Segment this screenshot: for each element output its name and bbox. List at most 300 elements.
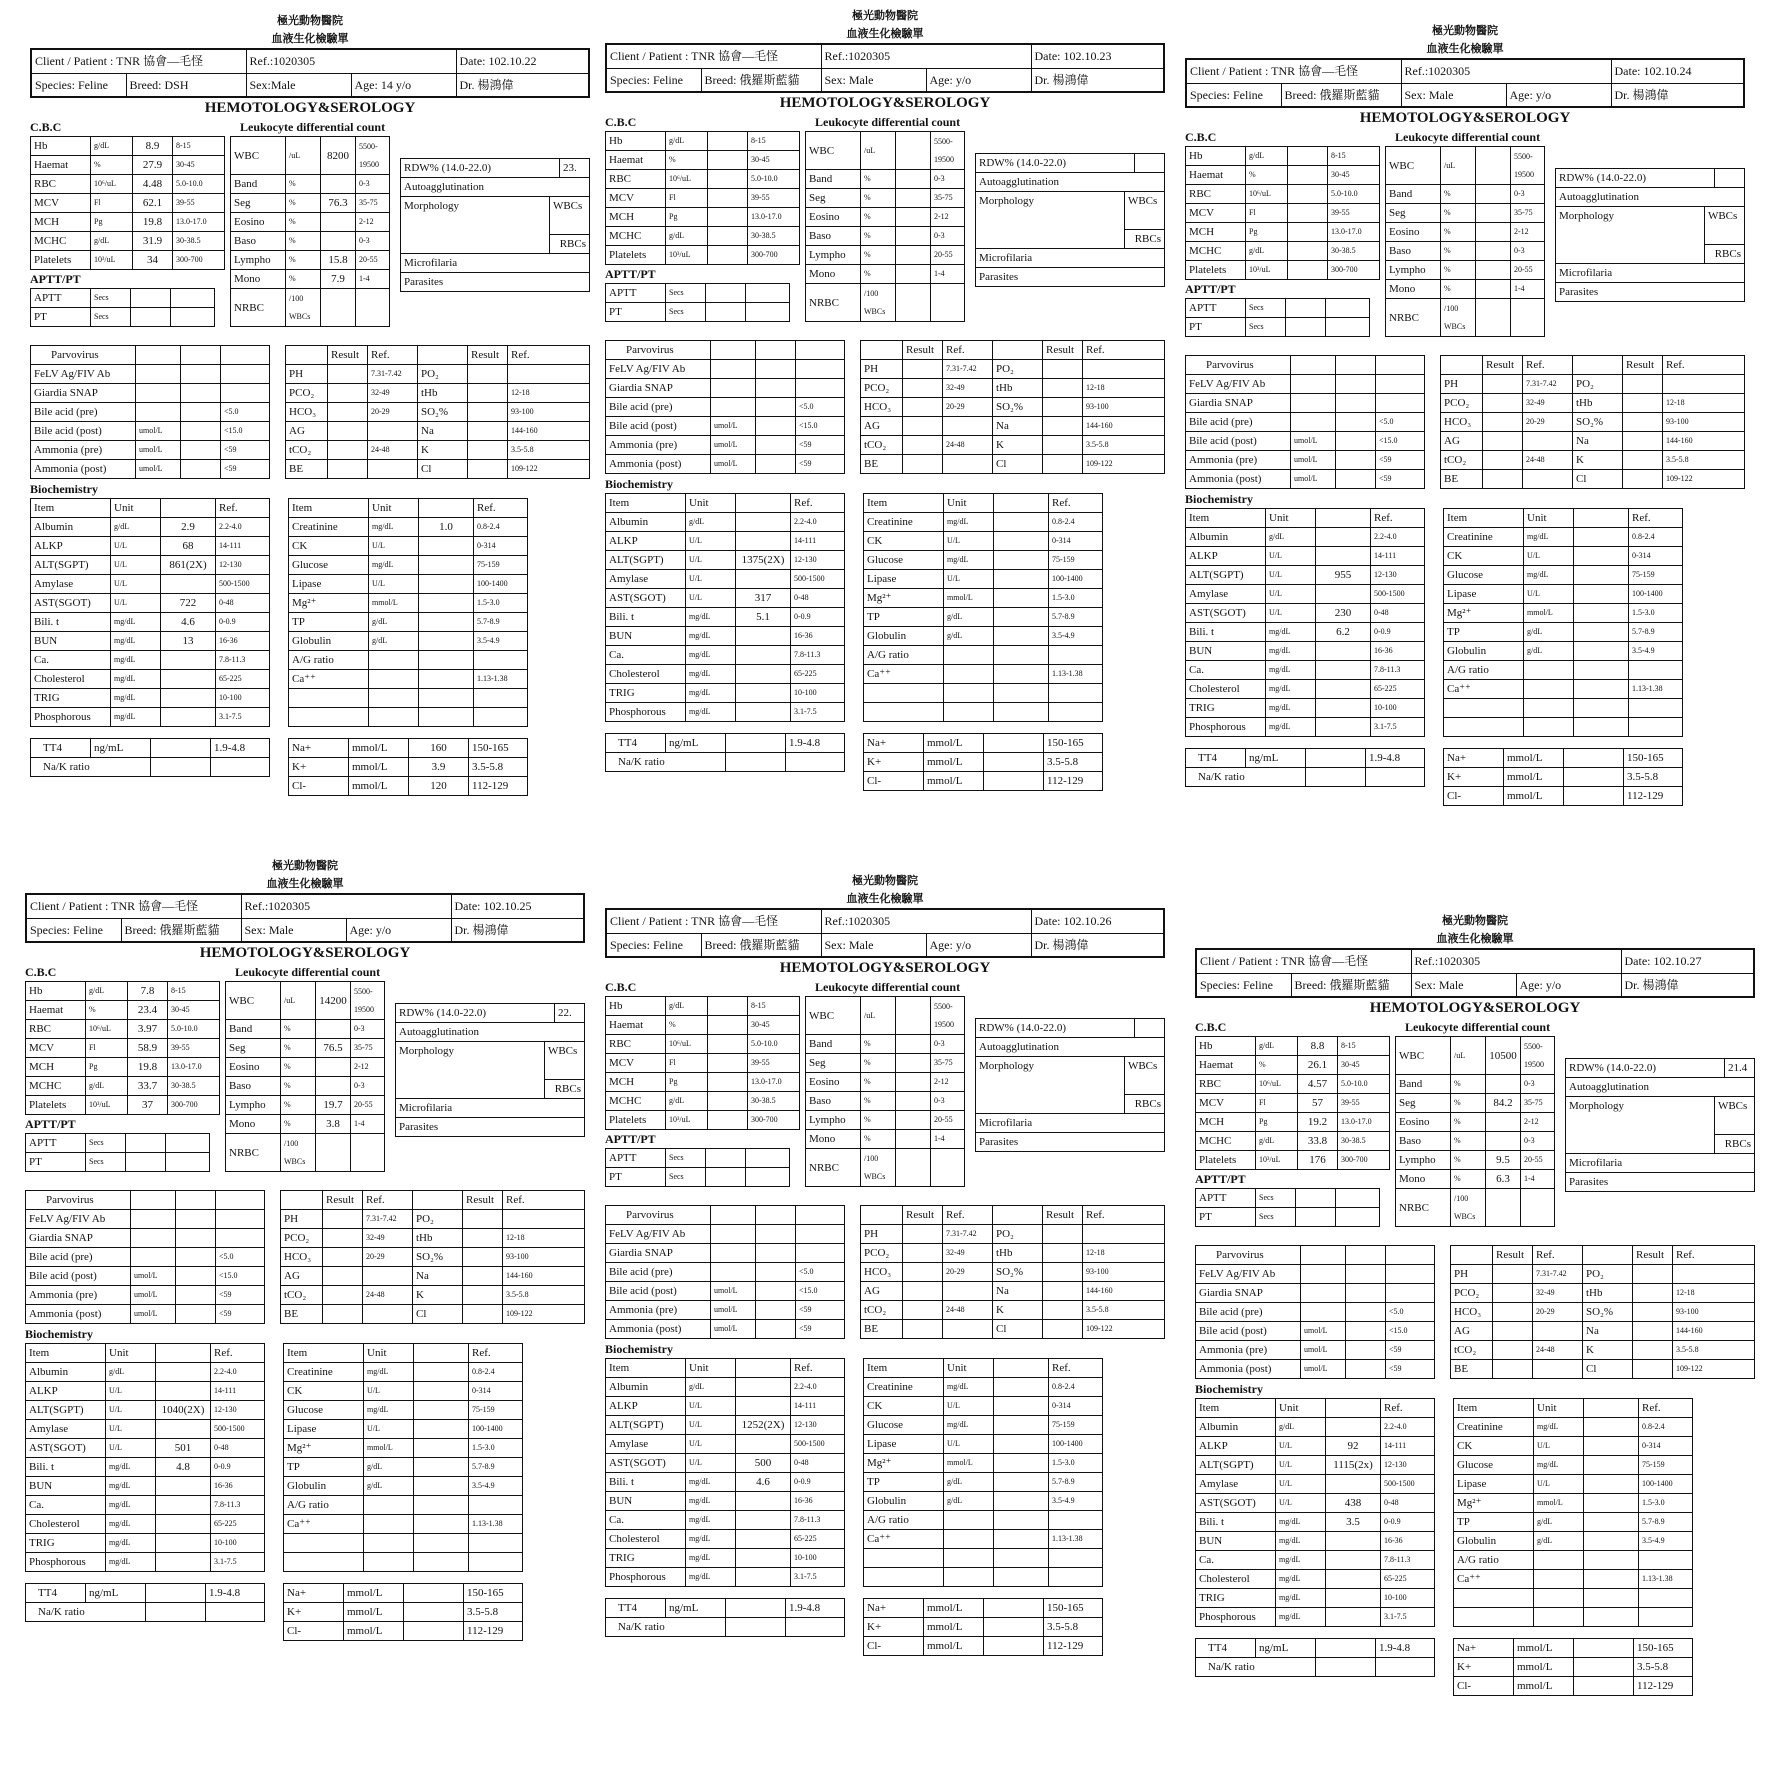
bio-unit: g/dL bbox=[944, 1492, 994, 1511]
bio-value bbox=[1574, 661, 1629, 680]
electrolyte-name: K+ bbox=[864, 1618, 924, 1637]
table-row bbox=[26, 982, 220, 1001]
bio-value bbox=[419, 632, 474, 651]
serology-name: FeLV Ag/FIV Ab bbox=[606, 360, 711, 379]
serology-unit: umol/L bbox=[1301, 1322, 1346, 1341]
wbc-value: 76.3 bbox=[321, 194, 356, 213]
bio-value: 68 bbox=[161, 537, 216, 556]
bio-unit: mg/dL bbox=[1276, 1608, 1326, 1627]
table-row bbox=[606, 1435, 845, 1454]
gas-value bbox=[463, 1210, 503, 1229]
table-row bbox=[26, 1439, 265, 1458]
wbc-value: 84.2 bbox=[1486, 1094, 1521, 1113]
table-row bbox=[606, 570, 845, 589]
table-row bbox=[31, 575, 270, 594]
table-row bbox=[1186, 623, 1425, 642]
bio-value bbox=[1574, 604, 1629, 623]
bio-name: Bili. t bbox=[1196, 1513, 1276, 1532]
table-row bbox=[26, 1477, 265, 1496]
wbc-name: Eosino bbox=[226, 1058, 281, 1077]
table-row bbox=[864, 1435, 1103, 1454]
serology-table bbox=[25, 1190, 265, 1324]
bio-ref: 0.8-2.4 bbox=[1639, 1418, 1693, 1437]
bio-header-unit: Unit bbox=[686, 1359, 736, 1378]
serology-name: Ammonia (pre) bbox=[31, 441, 136, 460]
morph-rbcs: RBCs bbox=[1714, 1135, 1754, 1154]
bio-ref: 65-225 bbox=[791, 1530, 845, 1549]
ref-number: Ref.:1020305 bbox=[821, 44, 1031, 68]
gas-name: PH bbox=[861, 360, 903, 379]
bio-value: 4.6 bbox=[161, 613, 216, 632]
cbc-value bbox=[708, 1111, 748, 1130]
bio-ref: 100-1400 bbox=[474, 575, 528, 594]
table-row bbox=[1386, 147, 1545, 185]
hospital-name: 極光動物醫院 bbox=[1442, 915, 1508, 927]
hospital-name: 極光動物醫院 bbox=[852, 875, 918, 887]
bio-value bbox=[156, 1534, 211, 1553]
wbc-table bbox=[225, 981, 385, 1172]
bio-ref: 2.2-4.0 bbox=[791, 1378, 845, 1397]
wbc-name: Seg bbox=[231, 194, 286, 213]
serology-ref: <59 bbox=[1386, 1341, 1435, 1360]
electrolyte-value bbox=[1574, 1677, 1634, 1696]
cbc-name: RBC bbox=[1196, 1075, 1256, 1094]
bio-unit: mg/dL bbox=[1266, 680, 1316, 699]
electrolyte-ref: 3.5-5.8 bbox=[1624, 768, 1683, 787]
gas-value bbox=[1493, 1265, 1533, 1284]
cbc-ref: 8-15 bbox=[168, 982, 220, 1001]
morphology: Morphology bbox=[401, 197, 550, 254]
cbc-name: Hb bbox=[31, 137, 91, 156]
biochemistry-table-right bbox=[863, 493, 1103, 722]
wbc-name: Mono bbox=[806, 265, 861, 284]
parasites: Parasites bbox=[1556, 283, 1745, 302]
table-row bbox=[806, 208, 965, 227]
bio-name: Globulin bbox=[289, 632, 369, 651]
table-row bbox=[1196, 1494, 1435, 1513]
bio-unit: g/dL bbox=[1534, 1532, 1584, 1551]
gas-name: PH bbox=[281, 1210, 323, 1229]
serology-unit: umol/L bbox=[711, 455, 756, 474]
gas-ref: 32-49 bbox=[943, 379, 993, 398]
bio-value bbox=[161, 670, 216, 689]
client-patient: Client / Patient : TNR 協會—毛怪 bbox=[31, 49, 246, 73]
cbc-name: Platelets bbox=[606, 1111, 666, 1130]
bio-name: Amylase bbox=[606, 1435, 686, 1454]
bio-unit: mg/dL bbox=[1276, 1532, 1326, 1551]
nak-value bbox=[726, 753, 786, 772]
rdw-label: RDW% (14.0-22.0) bbox=[976, 1019, 1135, 1038]
gas-name: tHb bbox=[413, 1229, 463, 1248]
parasites: Parasites bbox=[976, 1133, 1165, 1152]
bio-value bbox=[736, 532, 791, 551]
bio-unit: mmol/L bbox=[369, 594, 419, 613]
table-row bbox=[806, 997, 965, 1035]
table-row bbox=[1196, 1113, 1390, 1132]
bio-value: 92 bbox=[1326, 1437, 1381, 1456]
wbc-ref: 20-55 bbox=[351, 1096, 385, 1115]
bio-value bbox=[1584, 1418, 1639, 1437]
wbc-value bbox=[896, 1149, 931, 1187]
bio-ref: 3.1-7.5 bbox=[791, 703, 845, 722]
table-row bbox=[26, 1458, 265, 1477]
electrolyte-unit: mmol/L bbox=[924, 753, 984, 772]
table-row bbox=[1186, 642, 1425, 661]
table-row bbox=[26, 1382, 265, 1401]
bio-ref: 10-100 bbox=[1371, 699, 1425, 718]
bio-value bbox=[1316, 547, 1371, 566]
wbc-value bbox=[1476, 223, 1511, 242]
gas-value bbox=[463, 1229, 503, 1248]
table-row bbox=[864, 1416, 1103, 1435]
bio-ref: 3.5-4.9 bbox=[1049, 627, 1103, 646]
wbc-ref: 1-4 bbox=[1521, 1170, 1555, 1189]
bio-unit bbox=[1534, 1570, 1584, 1589]
electrolyte-name: Na+ bbox=[864, 1599, 924, 1618]
gas-head bbox=[418, 346, 468, 365]
breed: Breed: DSH bbox=[126, 73, 246, 97]
report-date: Date: 102.10.26 bbox=[1031, 909, 1164, 933]
parasites: Parasites bbox=[976, 268, 1165, 287]
bio-name: Ca⁺⁺ bbox=[289, 670, 369, 689]
wbc-ref: 1-4 bbox=[1511, 280, 1545, 299]
cbc-ref: 39-55 bbox=[173, 194, 225, 213]
serology-ref bbox=[221, 384, 270, 403]
section-title: HEMOTOLOGY&SEROLOGY bbox=[1369, 1000, 1581, 1016]
bio-ref: 0.8-2.4 bbox=[469, 1363, 523, 1382]
gas-value bbox=[1043, 360, 1083, 379]
patient-header bbox=[605, 43, 1165, 93]
gas-value bbox=[903, 1263, 943, 1282]
biochemistry-table-right bbox=[283, 1343, 523, 1572]
table-row bbox=[1196, 1551, 1435, 1570]
bio-name: BUN bbox=[26, 1477, 106, 1496]
serology-ref bbox=[216, 1191, 265, 1210]
electrolyte-name: Na+ bbox=[864, 734, 924, 753]
gas-name: HCO₃ bbox=[286, 403, 328, 422]
wbc-value: 15.8 bbox=[321, 251, 356, 270]
cbc-value bbox=[708, 1073, 748, 1092]
report-date: Date: 102.10.25 bbox=[451, 894, 584, 918]
gas-ref: 7.31-7.42 bbox=[943, 360, 993, 379]
bio-name: Cholesterol bbox=[26, 1515, 106, 1534]
form-title: 血液生化檢驗單 bbox=[1436, 933, 1514, 945]
tt4-ref: 1.9-4.8 bbox=[1376, 1639, 1435, 1658]
bio-header-item: Item bbox=[284, 1344, 364, 1363]
bio-ref bbox=[1639, 1551, 1693, 1570]
gas-value bbox=[903, 1320, 943, 1339]
bio-unit: mg/dL bbox=[1266, 718, 1316, 737]
bio-value: 500 bbox=[736, 1454, 791, 1473]
blood-gas-table bbox=[1450, 1245, 1755, 1379]
table-row bbox=[606, 1035, 800, 1054]
result-label: Result bbox=[1043, 341, 1083, 360]
bio-ref: 0-314 bbox=[1639, 1437, 1693, 1456]
bio-name: Creatinine bbox=[1454, 1418, 1534, 1437]
apt-value bbox=[706, 284, 746, 303]
bio-value bbox=[1574, 718, 1629, 737]
gas-ref: 12-18 bbox=[1083, 379, 1165, 398]
cbc-ref: 13.0-17.0 bbox=[173, 213, 225, 232]
bio-unit: g/dL bbox=[944, 608, 994, 627]
table-row bbox=[31, 137, 225, 156]
gas-head bbox=[993, 1206, 1043, 1225]
nak-ref bbox=[786, 753, 845, 772]
table-row bbox=[1196, 1589, 1435, 1608]
bio-ref: 1.5-3.0 bbox=[469, 1439, 523, 1458]
table-row bbox=[864, 1549, 1103, 1568]
gas-name: AG bbox=[1451, 1322, 1493, 1341]
table-row bbox=[231, 232, 390, 251]
gas-ref: 7.31-7.42 bbox=[1533, 1265, 1583, 1284]
cbc-unit: 10⁶/uL bbox=[1256, 1075, 1298, 1094]
bio-unit: mg/dL bbox=[106, 1515, 156, 1534]
bio-ref: 65-225 bbox=[1371, 680, 1425, 699]
gas-ref: 7.31-7.42 bbox=[368, 365, 418, 384]
lab-report-sheet bbox=[1195, 910, 1755, 1790]
electrolyte-value bbox=[984, 1599, 1044, 1618]
bio-unit: U/L bbox=[364, 1382, 414, 1401]
bio-value bbox=[736, 1530, 791, 1549]
bio-ref: 16-36 bbox=[791, 627, 845, 646]
table-row bbox=[1444, 661, 1683, 680]
electrolyte-ref: 150-165 bbox=[1044, 734, 1103, 753]
ref-label: Ref. bbox=[1523, 356, 1573, 375]
table-row bbox=[26, 1515, 265, 1534]
cbc-unit: g/dL bbox=[1256, 1132, 1298, 1151]
serology-unit bbox=[1301, 1265, 1346, 1284]
table-row bbox=[289, 613, 528, 632]
age: Age: y/o bbox=[346, 918, 451, 942]
bio-ref: 75-159 bbox=[1049, 551, 1103, 570]
wbc-ref: 35-75 bbox=[356, 194, 390, 213]
table-row bbox=[284, 1496, 523, 1515]
apt-unit: Secs bbox=[666, 303, 706, 322]
gas-value bbox=[1493, 1303, 1533, 1322]
serology-unit: umol/L bbox=[711, 417, 756, 436]
serology-name: Bile acid (post) bbox=[26, 1267, 131, 1286]
cbc-unit: g/dL bbox=[666, 997, 708, 1016]
bio-name bbox=[864, 703, 944, 722]
wbc-value bbox=[316, 1134, 351, 1172]
bio-name: TRIG bbox=[31, 689, 111, 708]
wbc-ref: 0-3 bbox=[351, 1077, 385, 1096]
tt4-table bbox=[30, 738, 270, 777]
serology-unit: umol/L bbox=[1291, 470, 1336, 489]
gas-ref: 144-160 bbox=[1663, 432, 1745, 451]
electrolyte-value bbox=[1564, 768, 1624, 787]
bio-value bbox=[736, 646, 791, 665]
serology-table bbox=[605, 340, 845, 474]
tt4-unit: ng/mL bbox=[91, 739, 151, 758]
table-row bbox=[606, 646, 845, 665]
apt-unit: Secs bbox=[666, 1168, 706, 1187]
gas-ref bbox=[1673, 1265, 1755, 1284]
gas-ref: 20-29 bbox=[1533, 1303, 1583, 1322]
wbc-name: WBC bbox=[226, 982, 281, 1020]
serology-unit: umol/L bbox=[136, 441, 181, 460]
apt-name: PT bbox=[1186, 318, 1246, 337]
bio-value bbox=[1574, 623, 1629, 642]
bio-header-ref: Ref. bbox=[1049, 1359, 1103, 1378]
bio-ref: 14-111 bbox=[216, 537, 270, 556]
wbc-value bbox=[1476, 261, 1511, 280]
cbc-unit: g/dL bbox=[86, 1077, 128, 1096]
bio-value bbox=[994, 608, 1049, 627]
bio-value bbox=[994, 570, 1049, 589]
wbc-value bbox=[1476, 280, 1511, 299]
bio-header-ref: Ref. bbox=[216, 499, 270, 518]
cbc-unit: 10⁶/uL bbox=[91, 175, 133, 194]
gas-ref: 20-29 bbox=[363, 1248, 413, 1267]
morph-rbcs: RBCs bbox=[1704, 245, 1744, 264]
electrolyte-ref: 3.5-5.8 bbox=[1044, 1618, 1103, 1637]
table-row bbox=[606, 1473, 845, 1492]
gas-name: BE bbox=[281, 1305, 323, 1324]
cbc-name: RBC bbox=[606, 1035, 666, 1054]
bio-value bbox=[156, 1382, 211, 1401]
gas-name: Cl bbox=[993, 1320, 1043, 1339]
serology-value bbox=[1346, 1360, 1386, 1379]
bio-unit: mg/dL bbox=[106, 1458, 156, 1477]
electrolyte-value: 3.9 bbox=[409, 758, 469, 777]
table-row bbox=[606, 997, 800, 1016]
electrolyte-ref: 112-129 bbox=[1044, 772, 1103, 791]
table-row bbox=[864, 665, 1103, 684]
table-row bbox=[289, 594, 528, 613]
table-row bbox=[806, 1149, 965, 1187]
gas-ref: 32-49 bbox=[363, 1229, 413, 1248]
bio-name: Amylase bbox=[1196, 1475, 1276, 1494]
tt4-table bbox=[1195, 1638, 1435, 1677]
wbc-value bbox=[896, 1092, 931, 1111]
table-row bbox=[1386, 204, 1545, 223]
serology-ref: <59 bbox=[216, 1286, 265, 1305]
bio-value bbox=[419, 689, 474, 708]
serology-unit bbox=[131, 1229, 176, 1248]
rdw-value bbox=[1135, 154, 1165, 173]
gas-name: PO₂ bbox=[1583, 1265, 1633, 1284]
bio-ref bbox=[474, 651, 528, 670]
serology-value bbox=[181, 384, 221, 403]
electrolyte-table bbox=[288, 738, 528, 796]
gas-ref: 24-48 bbox=[943, 436, 993, 455]
bio-ref: 500-1500 bbox=[1381, 1475, 1435, 1494]
apt-value bbox=[706, 303, 746, 322]
gas-value bbox=[903, 398, 943, 417]
table-row bbox=[31, 594, 270, 613]
table-row bbox=[26, 1496, 265, 1515]
serology-value bbox=[756, 1282, 796, 1301]
serology-value bbox=[1336, 394, 1376, 413]
gas-head bbox=[1573, 356, 1623, 375]
table-row bbox=[26, 1363, 265, 1382]
serology-value bbox=[181, 460, 221, 479]
gas-ref: 144-160 bbox=[503, 1267, 585, 1286]
tt4-unit: ng/mL bbox=[86, 1584, 146, 1603]
gas-ref bbox=[1523, 432, 1573, 451]
apt-name: PT bbox=[606, 1168, 666, 1187]
bio-ref: 5.7-8.9 bbox=[469, 1458, 523, 1477]
serology-value bbox=[756, 1320, 796, 1339]
ref-label: Ref. bbox=[1663, 356, 1745, 375]
sex: Sex:Male bbox=[246, 73, 351, 97]
bio-name: ALKP bbox=[1196, 1437, 1276, 1456]
gas-ref bbox=[1663, 375, 1745, 394]
gas-ref: 32-49 bbox=[1523, 394, 1573, 413]
bio-value bbox=[414, 1439, 469, 1458]
gas-name: K bbox=[1573, 451, 1623, 470]
gas-ref: 3.5-5.8 bbox=[1083, 436, 1165, 455]
table-row bbox=[864, 1473, 1103, 1492]
bio-ref: 3.5-4.9 bbox=[1629, 642, 1683, 661]
form-title: 血液生化檢驗單 bbox=[271, 33, 349, 45]
wbc-name: WBC bbox=[1386, 147, 1441, 185]
lab-report-sheet bbox=[1185, 20, 1745, 900]
gas-name: PCO₂ bbox=[861, 1244, 903, 1263]
bio-name: ALKP bbox=[606, 532, 686, 551]
cbc-ref: 39-55 bbox=[1328, 204, 1380, 223]
cbc-name: MCV bbox=[606, 189, 666, 208]
wbc-ref: 20-55 bbox=[931, 1111, 965, 1130]
bio-unit: U/L bbox=[944, 1435, 994, 1454]
cbc-name: MCV bbox=[1196, 1094, 1256, 1113]
bio-ref: 16-36 bbox=[791, 1492, 845, 1511]
bio-ref: 3.1-7.5 bbox=[1381, 1608, 1435, 1627]
wbc-name: Eosino bbox=[806, 1073, 861, 1092]
table-row bbox=[1444, 680, 1683, 699]
bio-ref: 3.1-7.5 bbox=[211, 1553, 265, 1572]
serology-unit bbox=[136, 384, 181, 403]
bio-ref: 1.5-3.0 bbox=[1049, 1454, 1103, 1473]
electrolyte-ref: 112-129 bbox=[464, 1622, 523, 1641]
apt-unit: Secs bbox=[91, 308, 131, 327]
bio-header-unit: Unit bbox=[944, 1359, 994, 1378]
bio-value bbox=[1584, 1608, 1639, 1627]
wbc-ref bbox=[1511, 299, 1545, 337]
bio-name: Lipase bbox=[284, 1420, 364, 1439]
species: Species: Feline bbox=[26, 918, 121, 942]
serology-name: Bile acid (pre) bbox=[606, 1263, 711, 1282]
bio-value: 4.6 bbox=[736, 1473, 791, 1492]
electrolyte-name: K+ bbox=[289, 758, 349, 777]
table-row bbox=[1454, 1475, 1693, 1494]
serology-name: Parvovirus bbox=[1196, 1246, 1301, 1265]
serology-value bbox=[756, 1225, 796, 1244]
table-row bbox=[864, 551, 1103, 570]
table-row bbox=[1186, 547, 1425, 566]
bio-value bbox=[994, 513, 1049, 532]
table-row bbox=[864, 570, 1103, 589]
leukocyte-label: Leukocyte differential count bbox=[815, 115, 961, 129]
bio-value bbox=[419, 537, 474, 556]
bio-value bbox=[156, 1420, 211, 1439]
table-row bbox=[806, 227, 965, 246]
table-row bbox=[1396, 1037, 1555, 1075]
wbc-name: Baso bbox=[1386, 242, 1441, 261]
wbc-unit: % bbox=[286, 232, 321, 251]
serology-ref: <5.0 bbox=[221, 403, 270, 422]
bio-name: CK bbox=[284, 1382, 364, 1401]
cbc-value bbox=[1288, 204, 1328, 223]
tt4-name: TT4 bbox=[606, 1599, 666, 1618]
bio-name: Ca⁺⁺ bbox=[1454, 1570, 1534, 1589]
apt-name: APTT bbox=[1186, 299, 1246, 318]
apt-ref bbox=[746, 303, 790, 322]
bio-name: ALKP bbox=[26, 1382, 106, 1401]
electrolyte-table bbox=[863, 1598, 1103, 1656]
bio-name: Bili. t bbox=[606, 1473, 686, 1492]
